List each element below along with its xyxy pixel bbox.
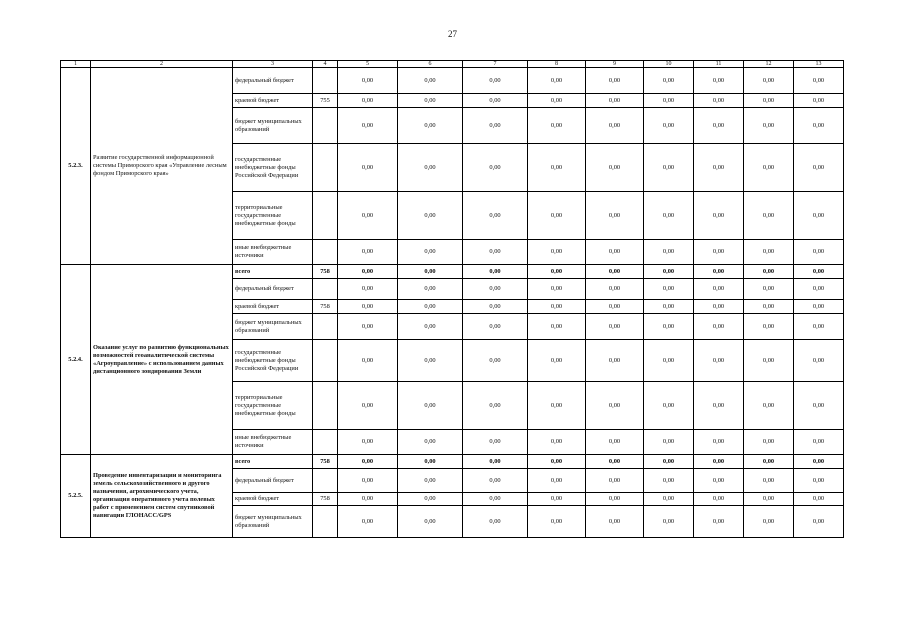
- amount-cell: 0,00: [398, 144, 463, 192]
- amount-cell: 0,00: [338, 300, 398, 314]
- amount-cell: 0,00: [528, 108, 586, 144]
- amount-cell: 0,00: [528, 340, 586, 382]
- amount-cell: 0,00: [338, 493, 398, 506]
- budget-code: [313, 314, 338, 340]
- section-title: Развитие государственной информационной системы Приморского края «Управление лесным фондом Приморского края»: [91, 68, 233, 265]
- amount-cell: 0,00: [338, 144, 398, 192]
- amount-cell: 0,00: [463, 144, 528, 192]
- amount-cell: 0,00: [398, 493, 463, 506]
- funding-source: территориальные государственные внебюджетные фонды: [233, 382, 313, 430]
- amount-cell: 0,00: [463, 430, 528, 455]
- amount-cell: 0,00: [794, 108, 844, 144]
- amount-cell: 0,00: [398, 265, 463, 279]
- amount-cell: 0,00: [744, 192, 794, 240]
- amount-cell: 0,00: [398, 340, 463, 382]
- amount-cell: 0,00: [644, 455, 694, 469]
- amount-cell: 0,00: [586, 455, 644, 469]
- amount-cell: 0,00: [794, 340, 844, 382]
- amount-cell: 0,00: [644, 340, 694, 382]
- funding-source: федеральный бюджет: [233, 469, 313, 493]
- amount-cell: 0,00: [694, 265, 744, 279]
- column-number: 7: [463, 61, 528, 68]
- amount-cell: 0,00: [528, 300, 586, 314]
- funding-source: бюджет муниципальных образований: [233, 314, 313, 340]
- amount-cell: 0,00: [694, 430, 744, 455]
- funding-source: территориальные государственные внебюджетные фонды: [233, 192, 313, 240]
- amount-cell: 0,00: [586, 493, 644, 506]
- funding-source: бюджет муниципальных образований: [233, 108, 313, 144]
- amount-cell: 0,00: [694, 279, 744, 300]
- amount-cell: 0,00: [338, 314, 398, 340]
- amount-cell: 0,00: [794, 265, 844, 279]
- section-code: 5.2.3.: [61, 68, 91, 265]
- amount-cell: 0,00: [794, 455, 844, 469]
- amount-cell: 0,00: [338, 382, 398, 430]
- amount-cell: 0,00: [644, 469, 694, 493]
- budget-code: [313, 279, 338, 300]
- column-number: 11: [694, 61, 744, 68]
- column-number: 12: [744, 61, 794, 68]
- budget-code: 758: [313, 493, 338, 506]
- column-number: 3: [233, 61, 313, 68]
- funding-source: всего: [233, 455, 313, 469]
- table-body: [61, 68, 844, 538]
- amount-cell: 0,00: [463, 314, 528, 340]
- amount-cell: 0,00: [694, 455, 744, 469]
- table-row: [61, 455, 844, 469]
- amount-cell: 0,00: [586, 144, 644, 192]
- amount-cell: 0,00: [644, 279, 694, 300]
- amount-cell: 0,00: [794, 279, 844, 300]
- amount-cell: 0,00: [694, 192, 744, 240]
- amount-cell: 0,00: [463, 300, 528, 314]
- amount-cell: 0,00: [463, 340, 528, 382]
- section-code: 5.2.4.: [61, 265, 91, 455]
- amount-cell: 0,00: [644, 300, 694, 314]
- amount-cell: 0,00: [528, 430, 586, 455]
- amount-cell: 0,00: [398, 382, 463, 430]
- amount-cell: 0,00: [744, 108, 794, 144]
- amount-cell: 0,00: [338, 192, 398, 240]
- amount-cell: 0,00: [528, 382, 586, 430]
- amount-cell: 0,00: [644, 192, 694, 240]
- funding-source: государственные внебюджетные фонды Российской Федерации: [233, 144, 313, 192]
- amount-cell: 0,00: [794, 382, 844, 430]
- amount-cell: 0,00: [794, 469, 844, 493]
- amount-cell: 0,00: [528, 469, 586, 493]
- amount-cell: 0,00: [744, 279, 794, 300]
- amount-cell: 0,00: [586, 430, 644, 455]
- amount-cell: 0,00: [586, 506, 644, 538]
- section-title: Проведение инвентаризации и мониторинга земель сельскохозяйственного и другого назначения, агрохимического учета, организация оперативного учета полевых работ с применением систем спутниковой навигации ГЛОНАСС/GPS: [91, 455, 233, 538]
- amount-cell: 0,00: [398, 430, 463, 455]
- budget-code: [313, 108, 338, 144]
- amount-cell: 0,00: [644, 265, 694, 279]
- amount-cell: 0,00: [744, 340, 794, 382]
- amount-cell: 0,00: [694, 300, 744, 314]
- amount-cell: 0,00: [694, 382, 744, 430]
- amount-cell: 0,00: [463, 192, 528, 240]
- amount-cell: 0,00: [528, 314, 586, 340]
- amount-cell: 0,00: [744, 68, 794, 94]
- amount-cell: 0,00: [463, 108, 528, 144]
- amount-cell: 0,00: [586, 340, 644, 382]
- amount-cell: 0,00: [528, 94, 586, 108]
- funding-source: всего: [233, 265, 313, 279]
- amount-cell: 0,00: [794, 144, 844, 192]
- amount-cell: 0,00: [398, 506, 463, 538]
- amount-cell: 0,00: [586, 94, 644, 108]
- amount-cell: 0,00: [528, 279, 586, 300]
- amount-cell: 0,00: [463, 94, 528, 108]
- amount-cell: 0,00: [338, 279, 398, 300]
- amount-cell: 0,00: [338, 265, 398, 279]
- funding-source: иные внебюджетные источники: [233, 430, 313, 455]
- amount-cell: 0,00: [338, 340, 398, 382]
- amount-cell: 0,00: [338, 469, 398, 493]
- budget-code: [313, 144, 338, 192]
- amount-cell: 0,00: [744, 382, 794, 430]
- amount-cell: 0,00: [528, 68, 586, 94]
- funding-source: краевой бюджет: [233, 493, 313, 506]
- amount-cell: 0,00: [528, 265, 586, 279]
- funding-source: бюджет муниципальных образований: [233, 506, 313, 538]
- amount-cell: 0,00: [463, 493, 528, 506]
- column-number: 4: [313, 61, 338, 68]
- funding-source: федеральный бюджет: [233, 279, 313, 300]
- amount-cell: 0,00: [694, 506, 744, 538]
- amount-cell: 0,00: [644, 382, 694, 430]
- amount-cell: 0,00: [586, 279, 644, 300]
- amount-cell: 0,00: [463, 265, 528, 279]
- column-number: 6: [398, 61, 463, 68]
- amount-cell: 0,00: [794, 192, 844, 240]
- column-number: 5: [338, 61, 398, 68]
- budget-code: [313, 240, 338, 265]
- amount-cell: 0,00: [794, 68, 844, 94]
- amount-cell: 0,00: [644, 240, 694, 265]
- amount-cell: 0,00: [694, 240, 744, 265]
- budget-code: [313, 382, 338, 430]
- budget-code: [313, 506, 338, 538]
- amount-cell: 0,00: [398, 108, 463, 144]
- budget-code: 758: [313, 300, 338, 314]
- section-code: 5.2.5.: [61, 455, 91, 538]
- amount-cell: 0,00: [694, 144, 744, 192]
- budget-code: [313, 340, 338, 382]
- column-number: 13: [794, 61, 844, 68]
- amount-cell: 0,00: [644, 430, 694, 455]
- amount-cell: 0,00: [744, 493, 794, 506]
- budget-code: [313, 469, 338, 493]
- amount-cell: 0,00: [398, 192, 463, 240]
- amount-cell: 0,00: [338, 430, 398, 455]
- amount-cell: 0,00: [794, 506, 844, 538]
- page-number: 27: [448, 29, 457, 39]
- budget-code: 755: [313, 94, 338, 108]
- amount-cell: 0,00: [744, 430, 794, 455]
- amount-cell: 0,00: [463, 382, 528, 430]
- amount-cell: 0,00: [694, 68, 744, 94]
- amount-cell: 0,00: [644, 94, 694, 108]
- amount-cell: 0,00: [463, 455, 528, 469]
- amount-cell: 0,00: [694, 340, 744, 382]
- column-number-row: [61, 61, 844, 68]
- amount-cell: 0,00: [463, 240, 528, 265]
- funding-source: краевой бюджет: [233, 94, 313, 108]
- funding-source: государственные внебюджетные фонды Российской Федерации: [233, 340, 313, 382]
- amount-cell: 0,00: [694, 493, 744, 506]
- amount-cell: 0,00: [463, 506, 528, 538]
- section-title: Оказание услуг по развитию функциональных возможностей геоаналитической системы «Агроуправление» с использованием данных дистанционного зондирования Земли: [91, 265, 233, 455]
- column-number: 2: [91, 61, 233, 68]
- amount-cell: 0,00: [586, 265, 644, 279]
- budget-table: [60, 60, 844, 538]
- amount-cell: 0,00: [463, 469, 528, 493]
- amount-cell: 0,00: [528, 455, 586, 469]
- amount-cell: 0,00: [586, 300, 644, 314]
- amount-cell: 0,00: [338, 506, 398, 538]
- amount-cell: 0,00: [586, 192, 644, 240]
- amount-cell: 0,00: [644, 506, 694, 538]
- column-number: 9: [586, 61, 644, 68]
- amount-cell: 0,00: [744, 265, 794, 279]
- amount-cell: 0,00: [463, 68, 528, 94]
- table-row: [61, 265, 844, 279]
- column-number: 1: [61, 61, 91, 68]
- funding-source: федеральный бюджет: [233, 68, 313, 94]
- amount-cell: 0,00: [744, 240, 794, 265]
- amount-cell: 0,00: [338, 240, 398, 265]
- amount-cell: 0,00: [338, 68, 398, 94]
- amount-cell: 0,00: [644, 68, 694, 94]
- amount-cell: 0,00: [794, 300, 844, 314]
- budget-code: [313, 430, 338, 455]
- amount-cell: 0,00: [398, 455, 463, 469]
- amount-cell: 0,00: [398, 240, 463, 265]
- amount-cell: 0,00: [398, 279, 463, 300]
- amount-cell: 0,00: [586, 382, 644, 430]
- amount-cell: 0,00: [744, 94, 794, 108]
- budget-code: 758: [313, 265, 338, 279]
- amount-cell: 0,00: [398, 300, 463, 314]
- amount-cell: 0,00: [694, 94, 744, 108]
- amount-cell: 0,00: [398, 94, 463, 108]
- amount-cell: 0,00: [794, 240, 844, 265]
- amount-cell: 0,00: [528, 144, 586, 192]
- amount-cell: 0,00: [338, 455, 398, 469]
- amount-cell: 0,00: [586, 108, 644, 144]
- amount-cell: 0,00: [644, 314, 694, 340]
- amount-cell: 0,00: [398, 314, 463, 340]
- amount-cell: 0,00: [528, 192, 586, 240]
- amount-cell: 0,00: [794, 94, 844, 108]
- amount-cell: 0,00: [694, 314, 744, 340]
- amount-cell: 0,00: [586, 68, 644, 94]
- amount-cell: 0,00: [744, 300, 794, 314]
- amount-cell: 0,00: [586, 469, 644, 493]
- amount-cell: 0,00: [794, 314, 844, 340]
- amount-cell: 0,00: [694, 469, 744, 493]
- budget-code: [313, 68, 338, 94]
- amount-cell: 0,00: [528, 240, 586, 265]
- amount-cell: 0,00: [794, 493, 844, 506]
- amount-cell: 0,00: [338, 108, 398, 144]
- amount-cell: 0,00: [794, 430, 844, 455]
- amount-cell: 0,00: [744, 455, 794, 469]
- amount-cell: 0,00: [398, 469, 463, 493]
- amount-cell: 0,00: [744, 314, 794, 340]
- amount-cell: 0,00: [398, 68, 463, 94]
- budget-code: [313, 192, 338, 240]
- amount-cell: 0,00: [528, 506, 586, 538]
- amount-cell: 0,00: [744, 506, 794, 538]
- amount-cell: 0,00: [744, 469, 794, 493]
- amount-cell: 0,00: [463, 279, 528, 300]
- budget-code: 758: [313, 455, 338, 469]
- column-number: 8: [528, 61, 586, 68]
- column-number: 10: [644, 61, 694, 68]
- amount-cell: 0,00: [586, 314, 644, 340]
- amount-cell: 0,00: [694, 108, 744, 144]
- amount-cell: 0,00: [586, 240, 644, 265]
- amount-cell: 0,00: [644, 493, 694, 506]
- amount-cell: 0,00: [338, 94, 398, 108]
- funding-source: краевой бюджет: [233, 300, 313, 314]
- amount-cell: 0,00: [528, 493, 586, 506]
- amount-cell: 0,00: [744, 144, 794, 192]
- amount-cell: 0,00: [644, 144, 694, 192]
- funding-source: иные внебюджетные источники: [233, 240, 313, 265]
- amount-cell: 0,00: [644, 108, 694, 144]
- table-row: [61, 68, 844, 94]
